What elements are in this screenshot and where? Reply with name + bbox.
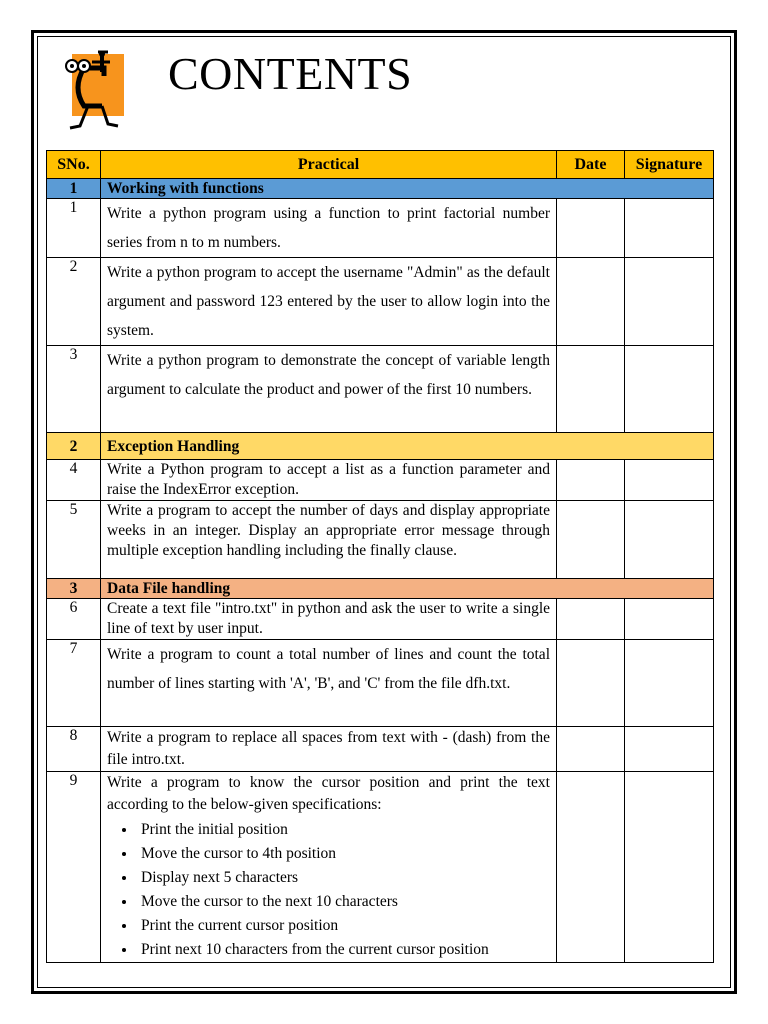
row-practical xyxy=(101,772,557,963)
row-practical-text: Write a program to know the cursor position and print the text according to the below-given specifications: xyxy=(107,774,550,813)
header-sno: SNo. xyxy=(47,151,101,179)
row-practical: Write a python program using a function to print factorial number series from n to m numbers. xyxy=(101,199,557,258)
row-date xyxy=(557,727,625,772)
contents-table xyxy=(46,150,714,963)
section-title: Working with functions xyxy=(101,179,714,199)
row-signature xyxy=(625,460,714,501)
row-practical: Write a Python program to accept a list as a function parameter and raise the IndexError exception. xyxy=(101,460,557,501)
row-practical: Write a python program to demonstrate the concept of variable length argument to calculate the product and power of the first 10 numbers. xyxy=(101,346,557,433)
row-signature xyxy=(625,599,714,640)
section-title: Data File handling xyxy=(101,579,714,599)
list-item: • Print the initial position xyxy=(137,818,550,842)
row-date xyxy=(557,346,625,433)
table-row xyxy=(47,199,714,258)
table-header-row xyxy=(47,151,714,179)
row-date xyxy=(557,599,625,640)
row-sno: 9 xyxy=(47,772,101,963)
row-signature xyxy=(625,772,714,963)
list-item: • Move the cursor to the next 10 characters xyxy=(137,890,550,914)
row-sno: 7 xyxy=(47,640,101,727)
row-date xyxy=(557,258,625,346)
row-signature xyxy=(625,727,714,772)
list-item: • Print next 10 characters from the current cursor position xyxy=(137,938,550,962)
row-date xyxy=(557,199,625,258)
table-row xyxy=(47,727,714,772)
row-signature xyxy=(625,346,714,433)
table-row xyxy=(47,460,714,501)
table-row xyxy=(47,501,714,579)
table-row xyxy=(47,258,714,346)
header-practical: Practical xyxy=(101,151,557,179)
list-item: • Move the cursor to 4th position xyxy=(137,842,550,866)
section-title: Exception Handling xyxy=(101,433,714,460)
row-practical: Write a python program to accept the username "Admin" as the default argument and password 123 entered by the user to allow login into the system. xyxy=(101,258,557,346)
row-sno: 3 xyxy=(47,346,101,433)
row-sno: 6 xyxy=(47,599,101,640)
row-date xyxy=(557,772,625,963)
table-row xyxy=(47,599,714,640)
row-signature xyxy=(625,258,714,346)
header-signature: Signature xyxy=(625,151,714,179)
section-row xyxy=(47,433,714,460)
list-item: • Display next 5 characters xyxy=(137,866,550,890)
row-sno: 2 xyxy=(47,258,101,346)
clamp-mascot-icon xyxy=(62,44,132,136)
header-date: Date xyxy=(557,151,625,179)
row-practical: Write a program to replace all spaces from text with - (dash) from the file intro.txt. xyxy=(101,727,557,772)
section-row xyxy=(47,579,714,599)
section-number: 1 xyxy=(47,179,101,199)
row-practical: Write a program to accept the number of days and display appropriate weeks in an integer. Display an appropriate error message through multiple exception handling including the finally clause. xyxy=(101,501,557,579)
specification-list xyxy=(107,818,550,962)
section-row xyxy=(47,179,714,199)
row-practical: Write a program to count a total number of lines and count the total number of lines starting with 'A', 'B', and 'C' from the file dfh.txt. xyxy=(101,640,557,727)
table-row xyxy=(47,772,714,963)
row-signature xyxy=(625,199,714,258)
row-date xyxy=(557,640,625,727)
row-date xyxy=(557,501,625,579)
row-sno: 8 xyxy=(47,727,101,772)
section-number: 3 xyxy=(47,579,101,599)
row-practical: Create a text file "intro.txt" in python and ask the user to write a single line of text by user input. xyxy=(101,599,557,640)
row-date xyxy=(557,460,625,501)
row-sno: 4 xyxy=(47,460,101,501)
table-row xyxy=(47,640,714,727)
list-item: • Print the current cursor position xyxy=(137,914,550,938)
row-signature xyxy=(625,501,714,579)
row-sno: 5 xyxy=(47,501,101,579)
row-sno: 1 xyxy=(47,199,101,258)
page-title: CONTENTS xyxy=(168,48,413,99)
section-number: 2 xyxy=(47,433,101,460)
row-signature xyxy=(625,640,714,727)
table-row xyxy=(47,346,714,433)
